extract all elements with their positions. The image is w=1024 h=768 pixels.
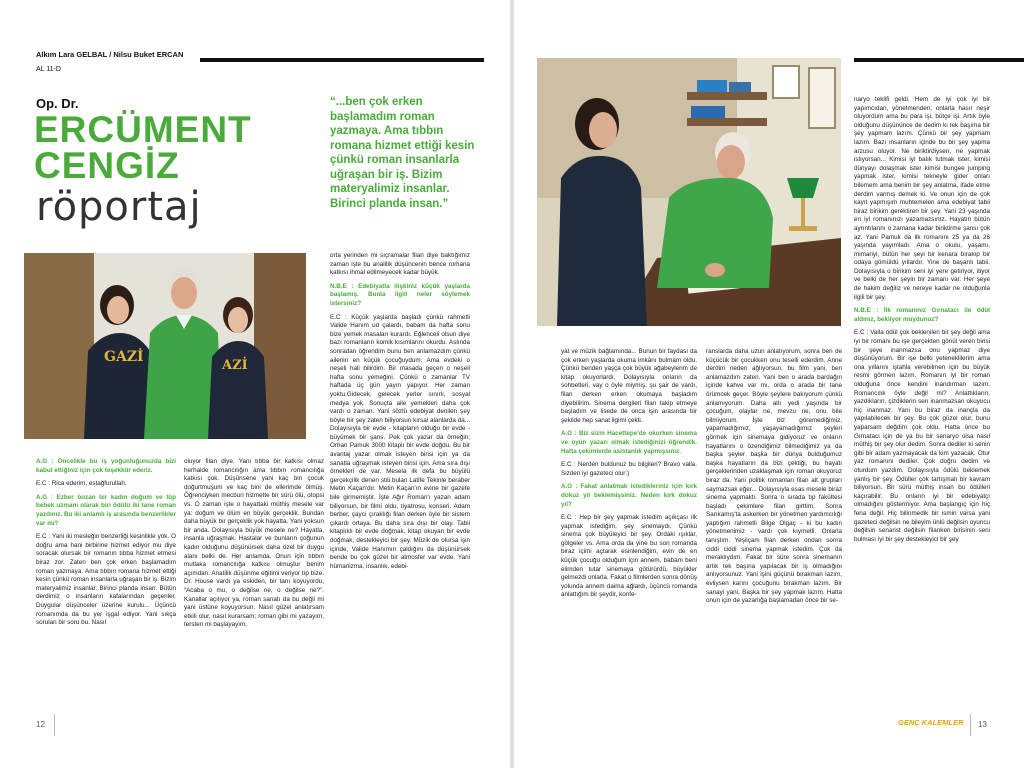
- byline-class: AL 11-D: [36, 66, 61, 73]
- interview-paragraph: yat ve müzik bağlamında... Bunun bir faydası da çok erken yaşlarda okuma imkânı bulmam oldu. Çünkü benden yaşça çok büyük ağabeylerim de kitap okuyorlardı. Dolayısıyla onların da sohbetleri, vay o öyle miymiş, şu şair de vardı, filan derken erken okumaya başladım diyebilirim. Sinema dergileri filan takip etmeye başladım ve lisede de onca işin arasında bir şekilde hep sanat ilgimi çekti.: [561, 348, 697, 424]
- svg-text:AZİ: AZİ: [222, 358, 248, 373]
- svg-text:GAZİ: GAZİ: [104, 349, 144, 365]
- pull-quote: “...ben çok erken başlamadım roman yazmaya. Ama tıbbın romana hizmet ettiği kesin çünkü roman insanlarla uğraşan bir iş. Bizim materyalimiz insanlar. Birinci planda insan.”: [330, 96, 475, 210]
- interview-question: A.G : Biz sizin Hacettepe'de okurken sinema ve oyun yazarı olmak istediğinizi öğrendik. Hatta çekimlerde asistanlık yapmışsınız.: [561, 430, 697, 455]
- text-column-3: [330, 252, 470, 704]
- title-line-2: CENGİZ: [34, 145, 180, 186]
- magazine-logo: GENÇ KALEMLER: [898, 718, 964, 727]
- footer-rule-right: [970, 714, 971, 736]
- photo-group-image: [24, 253, 306, 439]
- page-number-right: 13: [978, 720, 987, 729]
- interview-paragraph: naryo teklifi geldi. Hem de iyi çok iyi bir yapımcıdan, yönetmenden; onlarla hasır neşir oluyordum ama bu para işi, bütçe işi. Artık öyle olduğunu düşününce de dedim ki tek başıma bir şey yapmam lazım. Çünkü bir şey yapmam lazım. Bazı insanların içinde bu bir şey yapma arzusu oluyor. Ne biriktirdiysen, ne yapmak istiyorsan... Kimisi iyi balık tutmak ister, kimisi dünyayı dolaşmak ister kimisi bungee jumping yapmak ister, kimisi tekneyle gider onları bilemem ama benim bir şey anlatma, ifade etme derdim varmış demek ki. Ve onun için de çok kayıt yapmışım muhtemelen ama edebiyat tabii biraz birikim gerektiren bir şey. Yani 23 yaşında en iyi romanınızı yazamazsınız. Hayatın bütün ayrıntılarını o zamana kadar biriktirme şansı çok az. Yani Pamuk da ilk romanını 25 ya da 26 yaşında yayımladı. Ama o okulu, yaşamı, mimariyi, bütün her şeyi bir kenara bırakıp bir odaya gömüldü yıllardır. Yine de başarılı tabii. Dolayısıyla o birikim seni iyi yere getiriyor, itiyor ve belki de her şeyin bir zamanı var. Her şeye de hakim değiliz ve nereye kadar ne olduğunla ilgili bir şey.: [854, 96, 990, 301]
- interview-paragraph: E.C : Nerden buldunuz bu bilgileri? Bravo valla. Sizden iyi gazeteci olur:): [561, 461, 697, 477]
- photo-signing-image: [537, 58, 841, 326]
- top-rule-right: [854, 58, 1024, 62]
- text-column-2: [184, 458, 324, 704]
- page-number-left: 12: [36, 720, 45, 729]
- text-column-6: [854, 96, 990, 704]
- title-line-1: ERCÜMENT: [34, 109, 252, 150]
- page-title: [34, 109, 252, 186]
- footer-rule-left: [54, 714, 55, 736]
- title-prefix: Op. Dr.: [36, 96, 79, 111]
- interview-paragraph: oluyor filan diye. Yani tıbba bir katkısı olmaz herhalde romancılığın ama tıbbın romancılığa katkısı çok. Düşünsene yani kaç bin çocuk doğurtmuşum ve kaç bini de ellerimde ölmüş. Öğrenciyken mecburi hizmette bir sürü ölü, otopsi vs. O zaman işte o hayattaki müthiş mesele var ya: doğum ve ölüm en büyük gerçeklik. Bundan daha büyük bir gerçeklik yok hayatta. Yani yoksun bir anda. Dolayısıyla büyük mesele ne? Hayatla, insanla uğraşmak. Hastalar ve bunların çoğunun kadın olduğunu düşünürsek daha özel bir duygu alanı belki de. Her anlamda. Onun için tıbbın mutlaka romancılığa katkısı olmuştur benim açımdan. Anatilik düşünme eğitimi veriyor tıp bize. Dr. House vardı ya eskiden, bir tanı koyuyordu, “Acaba o mu, o değilse ne, o değilse ne?”. Kanallar açılıyor ya, roman sanatı da bu değil mi yani üstüne koyuyorsun. Nasıl güzel anlatırsam etkili olur, nasıl kurarsam; roman gibi mi yazayım, tersten mi başlayayım,: [184, 458, 324, 629]
- page-spine: [509, 0, 515, 768]
- text-column-5: [706, 348, 842, 704]
- text-column-4: [561, 348, 697, 704]
- top-rule-left: [200, 58, 484, 62]
- interview-paragraph: E.C : Rica ederim, estağfurullah.: [36, 480, 127, 488]
- interview-question: A.G : Fakat anlatmak istedikleriniz için kırk dokuz yıl beklemişsiniz. Neden kırk dokuz yıl?: [561, 483, 697, 508]
- interview-question: N.B.E : Edebiyatla ilişkiniz küçük yaşlarda başlamış. Bunla ilgili neler söylemek istersiniz?: [330, 282, 470, 307]
- interview-question: A.G : Ezber bozan bir kadın doğum ve tüp bebek uzmanı olarak biri ödülü iki tane roman yazdınız. Bu iki anlamlı iş arasında benzerlikler var mı?: [36, 493, 176, 527]
- interview-question: A.G : Öncelikle bu iş yoğunluğunuzda bizi kabul ettiğiniz için çok teşekkür ederiz.: [36, 458, 176, 474]
- interview-paragraph: orta yerinden mi sıçramalar filan diye baktığımız zaman işte bu analitik düşüncenin bence romana katkısı ihmal edilmeyecek kadar büyük.: [330, 252, 470, 277]
- photo-group: [24, 253, 306, 439]
- interview-paragraph: E.C : Küçük yaşlarda başladı çünkü rahmetli Valide Hanım ud çalardı, babam da hafta sonu bize yemek masaları kurardı. Eğlenceli olsun diye bazı romanların komik kısımlarını okurdu. Aslında sonradan öğrendim bunu ben anlamazdım çünkü ailenin en küçük çocuğuydum. Ama evdeki o neşeli hali bilirdim. Bir masada geçen o neşeli hafta sonu yemeğini. Çünkü o zamanlar TV haftada üç gün yayın yapıyor. Her zaman yoktu.Gidecek, gelecek yerler sınırlı, sosyal medya yok. Sonuçta aile yemekleri daha çok vardı o zaman. Yani sözlü edebiyat denilen şey böyle bir şey zaten biliyorsun kırsal alanlarda da... Dolayısıyla bir evde - kitapların olduğu bir evde - büyümek bir şans. Pek çok yazar da örneğin; Orhan Pamuk 3000 kitaplı bir evde doğdu. Bu bir avantaj yazar olmak isteyen birisi için ya da sanatla uğraşmak isteyen birisi için. Ama sıra dışı örnekleri de var. Mesela ilk defa bu büyülü gerçekçilik denen stili bulan Latife Tekinle beraber Metin Kaçan'dır. Metin Kaçan'ın evine bir gazete bile girmemiştir. İşte Ağır Roman'ı yazan adam biliyorsun, bir filmi oldu, tiyatrosu, konseri. Adam berber, çaycı çıraklığı filan derken öyle bir sistem çıkardı ortaya. Bu daha sıra dışı bir olay. Tabii kitaplıklı bir evde doğmak, kitap okuyan bir evde doğmak, destekleyici bir şey. Müzik de olursa işin içinde, Validе Hanımın çaldığını da düşünürsek bende bu çok güzel bir atmosfer var evde. Yani hümanizma, insanlık, edebi-: [330, 313, 470, 570]
- interview-paragraph: E.C : Hep bir şey yapmak istedim açıkçası ilk yapmak istediğim, şey sinemaydı. Çünkü sinema çok büyüleyici bir şey. Ordaki ışıklar, gölgeler vs. Ama orda da yine bu son romanda biraz içimi açtarak esinlendiğim, evin de en küçük çocuğu olduğum için annem, babam beni elimden tutar sinemaya götürürdü, büyükler gelmezdi onlarla. Fakat o filmlerden sonra dönüş yolunda annem daima ağlardı, üçüncü romanda anlattığım bir şeydir, konfe-: [561, 514, 697, 599]
- interview-question: N.B.E : İlk romanınız Gırnatacı ile ödül aldınız, bekliyor muydunuz?: [854, 307, 990, 323]
- text-column-1: [36, 458, 176, 704]
- interview-paragraph: E.C : Valla ödül çok beklenilen bir şey değil ama iyi bir romanı bu işe gerçekten gönül veren birisi bir şeye inanmazsa onu yapmaz diye düşünüyorum. Bir işe belki yeteneklilerim ama ona yıllarını iştahla verebilmen için bu büyük resmi görmen lazım. Romanın iyi bir roman olduğuna önce kendini inandırman lazım. Romancılık öyle değil mi? Anlattıkların, yazdıkların, çizdiklerin sen inanmazsan okuyucu hiç inanmaz. Yani bu biraz da inançla da yapılabilecek bir şey. Bu çok güzel olur, bunu yaparsam değdim çok oldu. Hatta önce bu Gırnatacı için de ya bu bir senaryo olsa nasıl müthiş bir şey olur dedim. Sonra dediler ki senin gibi bir adam yazmayacak da kim yazacak. Otur yaz romanını dediler. Çok doğru dedim ve oturdum yazdım. Dolayısıyla ödülü beklemek yanlış bir şey. Ödüller çok tartışmalı bir kavram biliyorsun. Bir sürü müthiş insan bu ödülleri kaçırabilir. Bu onların iyi bir edebiyatçı olmadığını göstermiyor. Ama başlangıç için hiç fena değil. Hiç bilinmedik bir ismin varsa yani gazeteci değilsin ne bileyim ünlü değilsin oyuncu değilsin senarist değilsin filanken birisinin seni bulması iyi bir şey destekleyici bir şey: [854, 329, 990, 543]
- photo-signing: [537, 58, 841, 326]
- interview-paragraph: E.C : Yani iki mesleğin benzerliği kesinlikle yok. O doğru ama hani birbirine hizmet ediyor mu diye soracak olursak bir romanın tıbba hizmet etmesi biraz zor. Zaten ben çok erken başlamadım roman yazmaya. Ama tıbbın romana hizmet ettiği kesin çünkü roman insanlarla uğraşan bir iş. Bizim materyalimiz insanlar. Birinci planda insan. Bütün derdimiz o insanların kafalarından geçenler. Duygular düşünceler üzerine kurulu... Üçüncü romanımda da bu yer işgal ediyor. Yani sıkça sorulan bir soru bu. Nasıl: [36, 533, 176, 627]
- title-subtitle: röportaj: [36, 184, 202, 230]
- byline: Alkım Lara GELBAL / Nilsu Buket ERCAN: [36, 50, 184, 59]
- interview-paragraph: ranslarda daha uzun anlatıyorum, sonra ben de küçücük bir çocukken onu teselli ederdim. Anne derdim neden ağlıyorsun, bu film yani, ben anlamazdım zaten. Yani ben o arada bardağın içinde kahve var mı, orda o arada bir tane örümcek geçer. Böyle şeylere bakıyorum çünkü anlamıyorum. Daha altı yedi yaşında bir çocuğum, olaylar ne, mevzu ne, onu bile bilmiyorum. İşte biz göremediğimiz, yapamadığımız, yaşayamadığımız şeyleri görmek için sinemaya gidiyoruz ve onların hayatlarını o özendiğimiz bilmediğimiz ya da başka şeyler başka bir dünya bulduğumuz başka hayatların da bizi çektiği, bu hayatı gerçeklerinden uzaklaşmak için roman okuyoruz biraz da. Yani politik romanları filan alt grupları saymazsak eğer... Dolayısıyla esas mesele biraz sinema yapmaktı. Sonra o sırada tıp fakültesi başladı çekimlere filan girttim. Sonra Sarıkamış'ta askerken bir yönetmen yardımcılığı yaptığım rahmetli Bilge Olgaç - ki bu kadın yönetmenimiz - vardı çok kıymetli. Onlarla tanıştım. Yeşilçam filan derken ondan sonra ciddi ciddi sinema yapmak istedim. Çok da meraklıydım. Fakat bir süre sonra sinemanın artık tek başına yapılacak bir iş olmadığını anlıyorsunuz. Yani işini güçünü bırakman lazım, evliysen karını çocuğunu bırakman lazım. Bir sanayi yani. Başka bir şey yapmak lazım. Hatta onun için de yazarlığa başlamadan önce bir se-: [706, 348, 842, 605]
